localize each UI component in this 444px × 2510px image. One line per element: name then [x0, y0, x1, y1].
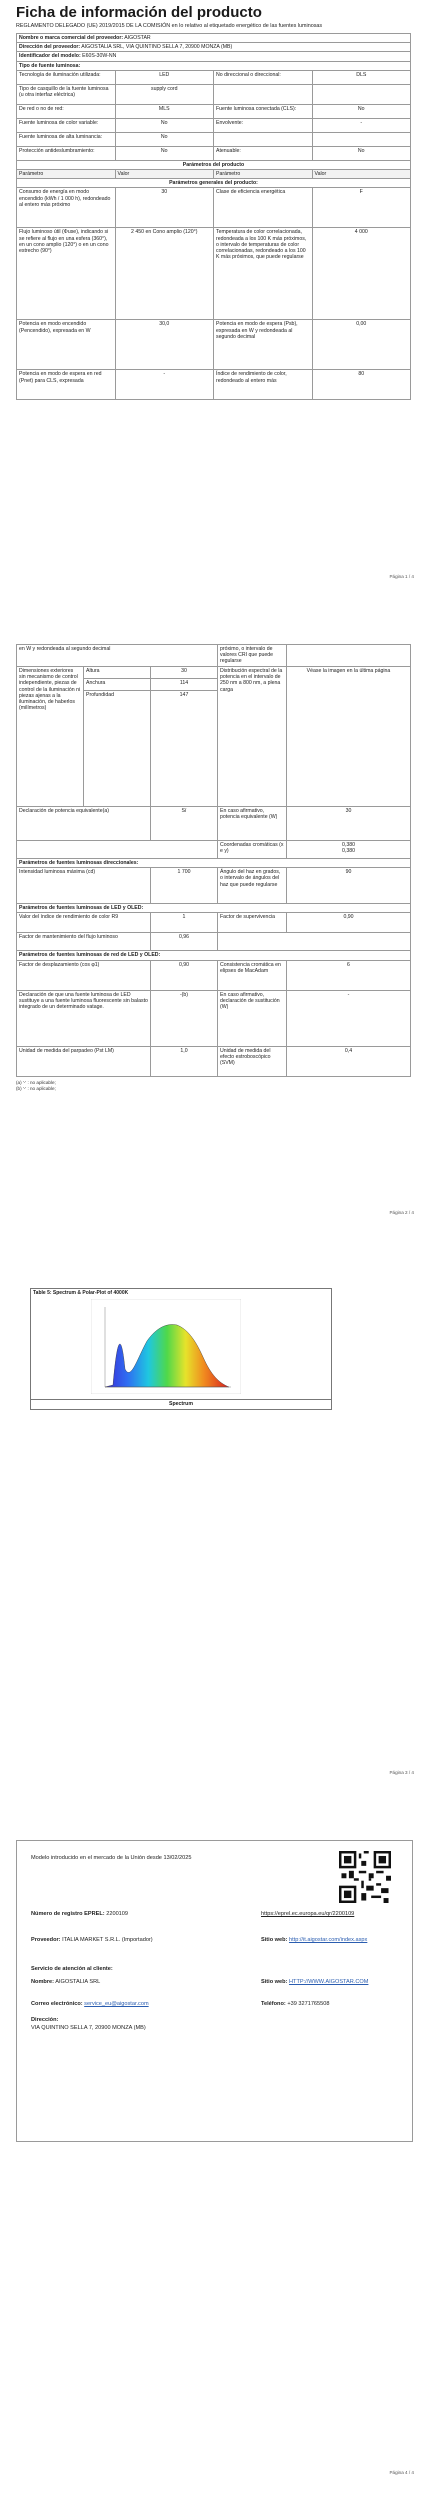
page-1 [0, 0, 444, 620]
param-label: próximo, o intervalo de valores CRI que puede regularse [218, 645, 287, 667]
column-header: Parámetro [214, 170, 313, 179]
supplier-address-label: Dirección del proveedor: [19, 44, 81, 51]
email-label: Correo electrónico: [31, 2001, 83, 2007]
param-value: 30 [115, 188, 214, 228]
param-label: Unidad de medida del parpadeo (Pst LM) [17, 1046, 151, 1076]
market-intro: Modelo introducido en el mercado de la Unión desde 13/02/2025 [31, 1855, 192, 1861]
type-label: Envolvente: [214, 118, 313, 132]
qr-code-icon[interactable] [339, 1851, 391, 1903]
page-number: Página 1 / 4 [389, 574, 414, 579]
type-value: LED [115, 70, 214, 84]
page-2 [0, 640, 444, 1240]
param-value: - [287, 990, 411, 1046]
dim-value: 30 [151, 667, 218, 679]
param-label: Flujo luminoso útil (Φuse), indicando si se refiere al flujo en una esfera (360°), en un cono amplio (120°) o en un cono estrecho (90°) [17, 228, 116, 320]
type-label [214, 132, 313, 146]
name-web-label: Sitio web: [261, 1979, 288, 1985]
type-section-row [17, 61, 411, 70]
param-value: 0,90 [151, 960, 218, 990]
directional-section-row [17, 859, 411, 868]
param-label: Intensidad luminosa máxima (cd) [17, 868, 151, 904]
eprel-box [16, 1840, 413, 2142]
spectrum-image [91, 1299, 241, 1394]
spectral-value: Véase la imagen en la última página [287, 667, 411, 807]
param-value: 90 [287, 868, 411, 904]
type-value: No [312, 104, 411, 118]
param-label: Potencia en modo de espera (Psb), expresada en W y redondeada al segundo decimal [214, 320, 313, 370]
param-label: Potencia en modo de espera en red (Pnet) para CLS, expresada [17, 370, 116, 400]
service-title: Servicio de atención al cliente: [31, 1966, 113, 1972]
general-row [17, 370, 411, 400]
param-label: Consistencia cromática en elipses de MacAdam [218, 960, 287, 990]
regulation-text: REGLAMENTO DELEGADO (UE) 2019/2015 DE LA COMISIÓN en lo relativo al etiquetado energético de las fuentes luminosas [16, 23, 323, 29]
type-label: Fuente luminosa de alta luminancia: [17, 132, 116, 146]
param-value: F [312, 188, 411, 228]
type-value: No [115, 146, 214, 160]
param-value: - [115, 370, 214, 400]
dim-name: Anchura [84, 679, 151, 691]
param-label: Ángulo del haz en grados, o intervalo de ángulos del haz que puede regularse [218, 868, 287, 904]
type-label: Protección antideslumbramiento: [17, 146, 116, 160]
type-row [17, 70, 411, 84]
param-label: Temperatura de color correlacionada, redondeada a los 100 K más próximos, o intervalo de temperaturas de color correlacionadas, redondeado a los 100 K más próximos, que puede regularse [214, 228, 313, 320]
general-row [17, 320, 411, 370]
mains-section-row [17, 951, 411, 960]
section-title: Parámetros de fuentes luminosas direccionales: [17, 859, 411, 868]
supplier-name-row [17, 34, 411, 43]
type-row [17, 118, 411, 132]
dims-label: Dimensiones exteriores sin mecanismo de control independiente, piezas de control de la iluminación ni piezas ajenas a la iluminación, de haberlos (milímetros) [17, 667, 84, 807]
column-header: Valor [115, 170, 214, 179]
param-label: Unidad de medida del efecto estroboscópico (SVM) [218, 1046, 287, 1076]
page-number: Página 3 / 4 [389, 1770, 414, 1775]
type-label: Tipo de casquillo de la fuente luminosa (u otra interfaz eléctrica) [17, 84, 116, 104]
type-label: Fuente luminosa de color variable: [17, 118, 116, 132]
param-label: En caso afirmativo, potencia equivalente (W) [218, 807, 287, 841]
type-value: supply cord [115, 84, 214, 104]
address-label: Dirección: [31, 2017, 59, 2023]
type-row [17, 84, 411, 104]
footnote-b: (b) '-' : no aplicable; [16, 1085, 56, 1091]
type-label: No direccional o direccional: [214, 70, 313, 84]
params-section-row [17, 160, 411, 169]
param-value: 0,4 [287, 1046, 411, 1076]
coord-y: 0,380 [342, 848, 355, 855]
param-label: Factor de supervivencia [218, 913, 287, 933]
param-label: Índice de rendimiento de color, redondeado al entero más [214, 370, 313, 400]
supplier-name: AIGOSTAR [124, 35, 151, 41]
footnotes [16, 1080, 411, 1092]
general-row [17, 228, 411, 320]
type-label: Atenuable: [214, 146, 313, 160]
coords-row [17, 841, 411, 859]
name-label: Nombre: [31, 1979, 54, 1985]
param-value: 1 [151, 913, 218, 933]
page-2-content [16, 644, 411, 1092]
type-value [312, 132, 411, 146]
type-value: DLS [312, 70, 411, 84]
params-header-row [17, 170, 411, 179]
general-section-title: Parámetros generales del producto: [17, 179, 411, 188]
dim-value: 114 [151, 679, 218, 691]
param-label: Factor de desplazamiento (cos φ1) [17, 960, 151, 990]
document-title: Ficha de información del producto [16, 4, 262, 21]
type-value [312, 84, 411, 104]
model-identifier: E60S-30W-NN [82, 53, 117, 60]
param-label: Coordenadas cromáticas (x e y) [218, 841, 287, 859]
param-value: 0,00 [312, 320, 411, 370]
general-row [17, 188, 411, 228]
param-value: 1,0 [151, 1046, 218, 1076]
type-label: Fuente luminosa conectada (CLS): [214, 104, 313, 118]
spectral-label: Distribución espectral de la potencia en el intervalo de 250 nm a 800 nm, a plena carga [218, 667, 287, 807]
page-number: Página 2 / 4 [389, 1210, 414, 1215]
type-value: No [115, 132, 214, 146]
page-number: Página 4 / 4 [389, 2470, 414, 2475]
type-label [214, 84, 313, 104]
type-row [17, 132, 411, 146]
param-label: En caso afirmativo, declaración de sustitución (W) [218, 990, 287, 1046]
fluor-row [17, 990, 411, 1046]
type-value: No [115, 118, 214, 132]
led-section-row [17, 904, 411, 913]
email-link[interactable]: service_eu@aigostar.com [84, 2001, 149, 2007]
param-label: Valor del índice de rendimiento de color R9 [17, 913, 151, 933]
param-label: Declaración de potencia equivalente(a) [17, 807, 151, 841]
disp-row [17, 960, 411, 990]
flicker-row [17, 1046, 411, 1076]
phone-value: +39 3271765508 [287, 2001, 330, 2007]
supplier-table [16, 33, 411, 400]
type-label: De red o no de red: [17, 104, 116, 118]
type-value: MLS [115, 104, 214, 118]
column-header: Parámetro [17, 170, 116, 179]
param-value: 4 000 [312, 228, 411, 320]
param-value: 0,96 [151, 933, 218, 951]
provider-label: Proveedor: [31, 1937, 61, 1943]
supplier-address-row [17, 43, 411, 52]
param-value: 6 [287, 960, 411, 990]
model-label: Identificador del modelo: [19, 53, 81, 60]
param-label: Consumo de energía en modo encendido (kWh / 1 000 h), redondeado al entero más próximo [17, 188, 116, 228]
param-label: Declaración de que una fuente luminosa de LED sustituye a una fuente luminosa fluorescente sin balasto integrado de un determinado vatage. [17, 990, 151, 1046]
type-label: Tecnología de iluminación utilizada: [17, 70, 116, 84]
dim-value: 147 [151, 691, 218, 807]
name-web-link[interactable]: HTTP://WWW.AIGOSTAR.COM [288, 1979, 369, 1985]
name-value: AIGOSTALIA SRL [55, 1979, 101, 1985]
model-row [17, 52, 411, 61]
section-title: Parámetros de fuentes luminosas de LED y OLED: [17, 904, 411, 913]
spectrum-figure [30, 1288, 332, 1410]
param-value: 2 450 en Cono amplio (120°) [115, 228, 214, 320]
type-value: - [312, 118, 411, 132]
provider-web-link[interactable]: http://it.aigostar.com/index.aspx [288, 1937, 368, 1943]
column-header: Valor [312, 170, 411, 179]
params-section-title: Parámetros del producto [17, 160, 411, 169]
section-title: Parámetros de fuentes luminosas de red de LED y OLED: [17, 951, 411, 960]
dims-row [17, 667, 411, 679]
coord-x: 0,380 [342, 842, 355, 848]
general-section-row [17, 179, 411, 188]
dim-name: Profundidad [84, 691, 151, 807]
footnote-a: (a) '-' : no aplicable; [16, 1079, 56, 1085]
dim-name: Altura [84, 667, 151, 679]
param-value: 80 [312, 370, 411, 400]
param-value: Sí [151, 807, 218, 841]
eprel-number: 2200109 [106, 1911, 129, 1917]
figure-footer: Spectrum [31, 1399, 331, 1409]
provider-value: ITALIA MARKET S.R.L. (Importador) [62, 1937, 153, 1943]
param-label: Potencia en modo encendido (Pencendido), expresada en W [17, 320, 116, 370]
equiv-row [17, 807, 411, 841]
type-row [17, 104, 411, 118]
param-value: 30,0 [115, 320, 214, 370]
provider-web-label: Sitio web: [261, 1937, 288, 1943]
address-value: VIA QUINTINO SELLA 7, 20900 MONZA (MB) [31, 2025, 146, 2031]
figure-caption: Table 5: Spectrum & Polar-Plot of 4000K [33, 1290, 129, 1296]
params-continued-table [16, 644, 411, 1077]
param-label: Clase de eficiencia energética [214, 188, 313, 228]
type-section-title: Tipo de fuente luminosa: [17, 61, 411, 70]
param-value: 30 [287, 807, 411, 841]
r9-row [17, 913, 411, 933]
continued-row [17, 645, 411, 667]
param-value: -(b) [151, 990, 218, 1046]
eprel-label: Número de registro EPREL: [31, 1911, 105, 1917]
eprel-link[interactable]: https://eprel.ec.europa.eu/qr/2200109 [261, 1911, 355, 1917]
param-value: 0,90 [287, 913, 411, 933]
lumen-row [17, 933, 411, 951]
peak-row [17, 868, 411, 904]
type-row [17, 146, 411, 160]
supplier-address: AIGOSTALIA SRL, VIA QUINTINO SELLA 7, 20900 MONZA (MB) [81, 44, 233, 51]
page-1-content [16, 4, 411, 400]
type-value: No [312, 146, 411, 160]
param-label: Factor de mantenimiento del flujo luminoso [17, 933, 151, 951]
supplier-name-label: Nombre o marca comercial del proveedor: [19, 35, 124, 41]
phone-label: Teléfono: [261, 2001, 286, 2007]
param-value: 1 700 [151, 868, 218, 904]
param-label: en W y redondeada al segundo decimal [17, 645, 218, 667]
